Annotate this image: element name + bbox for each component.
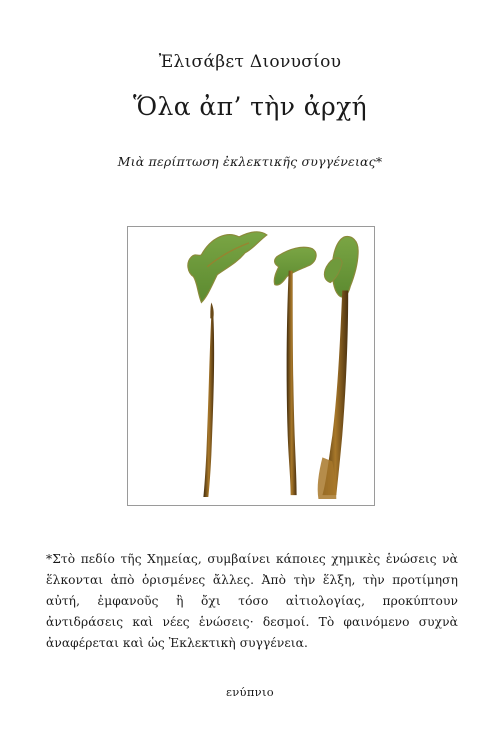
chemistry-footnote: *Στὸ πεδίο τῆς Χημείας, συμβαίνει κάποιες χημικὲς ἑνώσεις νὰ ἕλκονται ἀπὸ ὁρισμένες ἄλλες. Ἀπὸ τὴν ἕλξη, τὴν προτίμηση αὐτή, ἐμφανοῦς ἢ ὄχι τόσο αἰτιολογίας, προκύπτουν ἀντιδράσεις καὶ νέες ἑνώσεις· δεσμοί. Τὸ φαινόμενο συχνὰ ἀναφέρεται καὶ ὡς Ἐκλεκτικὴ συγγένεια.	[46, 552, 458, 650]
publisher-name: ενύπνιο	[225, 685, 275, 699]
right-plant	[318, 237, 358, 499]
plant-stems-illustration	[128, 227, 374, 505]
cover-illustration-frame	[127, 226, 375, 506]
book-title: Ὅλα ἀπ’ τὴν ἀρχή	[132, 92, 368, 121]
left-leaf	[188, 232, 267, 303]
book-subtitle: Μιὰ περίπτωση ἐκλεκτικῆς συγγένειας*	[117, 154, 383, 169]
middle-plant	[274, 247, 316, 495]
left-plant	[188, 232, 267, 497]
left-stem-tip	[210, 302, 213, 318]
middle-leaf	[274, 247, 316, 285]
middle-stem	[287, 271, 297, 495]
author-name: Ἐλισάβετ Διονυσίου	[158, 52, 342, 72]
left-stem	[203, 314, 214, 497]
